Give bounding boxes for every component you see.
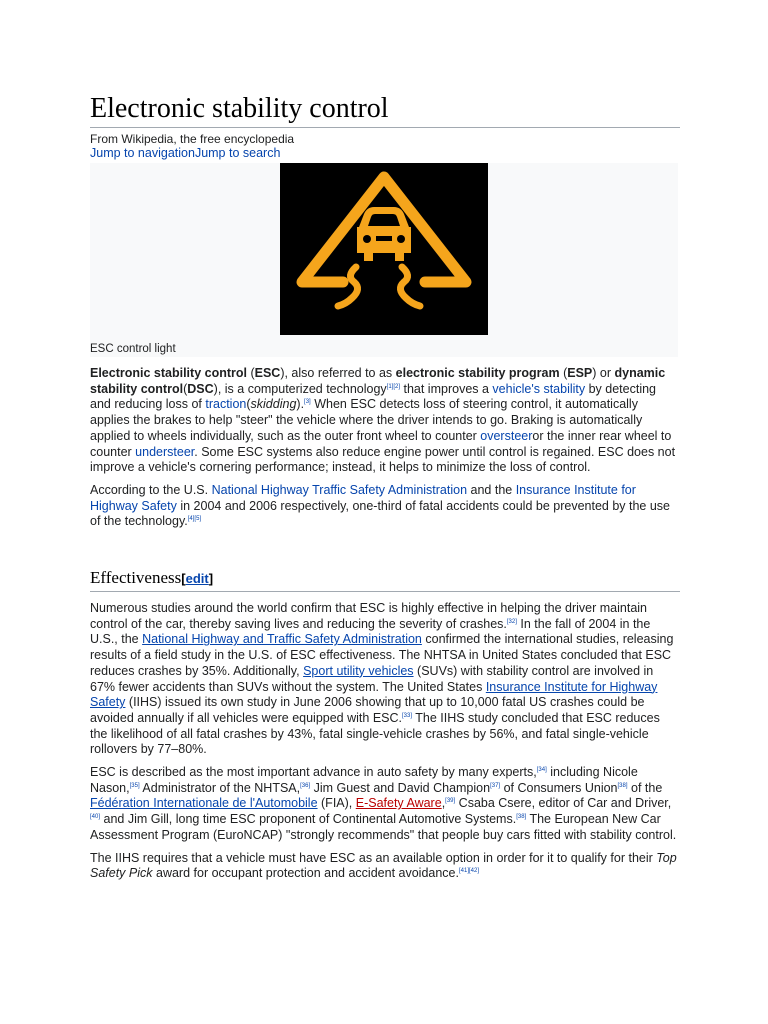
- text-run: ESC is described as the most important advance in auto safety by many experts,: [90, 765, 537, 780]
- text-run: The IIHS requires that a vehicle must have ESC as an available option in order for it to qualify for their: [90, 850, 657, 865]
- wiki-link[interactable]: E-Safety Aware: [355, 796, 442, 811]
- edit-section-control: [edit]: [181, 571, 214, 587]
- text-run: (: [559, 366, 568, 380]
- text-run: award for occupant protection and accident avoidance.: [152, 866, 459, 881]
- text-run: The European New Car Assessment Program (EuroNCAP) "strongly recommends" that people buy cars fitted with stability control.: [90, 812, 677, 842]
- wiki-link[interactable]: Insurance Institute for Highway Safety: [90, 679, 658, 710]
- bold-term: Electronic stability control: [90, 366, 247, 380]
- text-run: Numerous studies around the world confirm that ESC is highly effective in helping the driver maintain control of the car, thereby saving lives and reducing the severity of crashes.: [90, 601, 647, 631]
- wiki-link[interactable]: Insurance Institute for Highway Safety: [90, 482, 636, 513]
- text-run: Csaba Csere, editor of Car and Driver,: [455, 796, 672, 811]
- text-run: including Nicole Nason,: [90, 765, 638, 795]
- citation-ref[interactable]: [38]: [617, 782, 628, 789]
- text-run: in 2004 and 2006 respectively, one-third of fatal accidents could be prevented by the use of the technology.: [90, 498, 671, 529]
- italic-term: skidding: [250, 397, 297, 412]
- wiki-link[interactable]: Fédération Internationale de l'Automobile: [90, 796, 318, 811]
- text-run: According to the U.S.: [90, 482, 212, 497]
- wiki-link[interactable]: Sport utility vehicles: [303, 663, 414, 678]
- site-tagline: From Wikipedia, the free encyclopedia: [90, 132, 295, 146]
- bold-term: electronic stability program: [395, 366, 560, 380]
- effectiveness-paragraph-2: [90, 765, 680, 844]
- bold-term: dynamic stability control: [90, 366, 666, 396]
- text-run: ).: [296, 397, 305, 412]
- text-run: ) or: [592, 366, 615, 380]
- text-run: (SUVs) with stability control are involved in 67% fewer accidents than SUVs without the system. The United States: [90, 663, 654, 694]
- intro-paragraph-2: [90, 483, 680, 530]
- text-run: of the: [627, 780, 663, 795]
- citation-ref[interactable]: [36]: [300, 782, 311, 789]
- bold-term: ESC: [254, 366, 281, 380]
- wiki-link[interactable]: National Highway and Traffic Safety Administration: [142, 632, 422, 647]
- text-run: of Consumers Union: [500, 780, 618, 795]
- text-run: that improves a: [400, 381, 493, 396]
- citation-ref[interactable]: [41][42]: [458, 868, 479, 875]
- text-run: The IIHS study concluded that ESC reduces the likelihood of all fatal crashes by 43%, fatal single-vehicle crashes by 56%, and fatal single-vehicle rollovers by 77–80%.: [90, 710, 660, 757]
- effectiveness-paragraph-3: [90, 851, 680, 882]
- bold-term: ESP: [567, 366, 593, 380]
- text-run: When ESC detects loss of steering control, it automatically applies the brakes to help "steer" the vehicle where the driver intends to go. Braking is automatically applied to wheels individually, such as the outer front wheel to counter: [90, 397, 643, 443]
- wiki-link[interactable]: traction: [205, 397, 247, 412]
- wiki-link[interactable]: National Highway Traffic Safety Administration: [211, 482, 468, 497]
- citation-ref[interactable]: [33]: [402, 712, 413, 719]
- citation-ref[interactable]: [37]: [490, 782, 501, 789]
- text-run: ), is a computerized technology: [213, 381, 387, 396]
- citation-ref[interactable]: [32]: [506, 618, 517, 625]
- text-run: and the: [467, 482, 516, 497]
- jump-to-navigation-link[interactable]: Jump to navigation: [90, 146, 195, 160]
- text-run: ,: [441, 796, 446, 811]
- text-run: (IIHS) issued its own study in June 2006 showing that up to 10,000 fatal US crashes could be avoided annually if all vehicles were equipped with ESC.: [90, 695, 645, 725]
- intro-paragraph-1: [90, 366, 680, 476]
- edit-section-link[interactable]: edit: [185, 571, 209, 587]
- text-run: In the fall of 2004 in the U.S., the: [90, 616, 651, 647]
- citation-ref[interactable]: [35]: [129, 782, 140, 789]
- text-run: (: [183, 381, 188, 396]
- text-run: (: [246, 397, 251, 412]
- wiki-link[interactable]: oversteer: [480, 428, 533, 443]
- italic-term: Top Safety Pick: [90, 850, 677, 881]
- citation-ref[interactable]: [3]: [304, 399, 311, 406]
- text-run: (: [246, 366, 255, 380]
- jump-links: [90, 146, 680, 161]
- citation-ref[interactable]: [1][2]: [386, 383, 401, 390]
- citation-ref[interactable]: [4][5]: [187, 516, 202, 523]
- article: [90, 92, 680, 889]
- esc-warning-triangle-car-icon[interactable]: [280, 163, 488, 335]
- bold-term: DSC: [187, 381, 214, 396]
- text-run: (FIA),: [317, 796, 356, 811]
- text-run: by detecting and reducing loss of: [90, 381, 657, 412]
- text-run: or the inner rear wheel to counter: [90, 428, 672, 459]
- citation-ref[interactable]: [38]: [516, 814, 527, 821]
- text-run: confirmed the international studies, releasing results of a field study in the U.S. of ESC effectiveness. The NHTSA in United States concluded that ESC reduces crashes by 35%. Additionally,: [90, 632, 674, 678]
- wiki-link[interactable]: vehicle's stability: [492, 381, 586, 396]
- wiki-link[interactable]: understeer: [135, 444, 195, 459]
- section-heading-text: Effectiveness: [90, 568, 182, 588]
- jump-to-search-link[interactable]: Jump to search: [194, 146, 281, 160]
- section-heading-effectiveness: [90, 568, 680, 592]
- text-run: ), also referred to as: [280, 366, 396, 380]
- effectiveness-paragraph-1: [90, 601, 680, 758]
- citation-ref[interactable]: [40]: [90, 814, 101, 821]
- infobox-figure: [90, 163, 678, 357]
- text-run: and Jim Gill, long time ESC proponent of Continental Automotive Systems.: [100, 812, 517, 827]
- text-run: Administrator of the NHTSA,: [139, 780, 301, 795]
- citation-ref[interactable]: [39]: [445, 798, 456, 805]
- text-run: Jim Guest and David Champion: [310, 780, 491, 795]
- page-title: Electronic stability control: [90, 92, 680, 128]
- text-run: . Some ESC systems also reduce engine power until control is regained. ESC does not improve a vehicle's cornering performance; instead, it helps to minimize the loss of control.: [90, 444, 676, 475]
- citation-ref[interactable]: [34]: [536, 766, 547, 773]
- figure-caption: ESC control light: [90, 343, 176, 355]
- esc-light-svg: [280, 163, 488, 335]
